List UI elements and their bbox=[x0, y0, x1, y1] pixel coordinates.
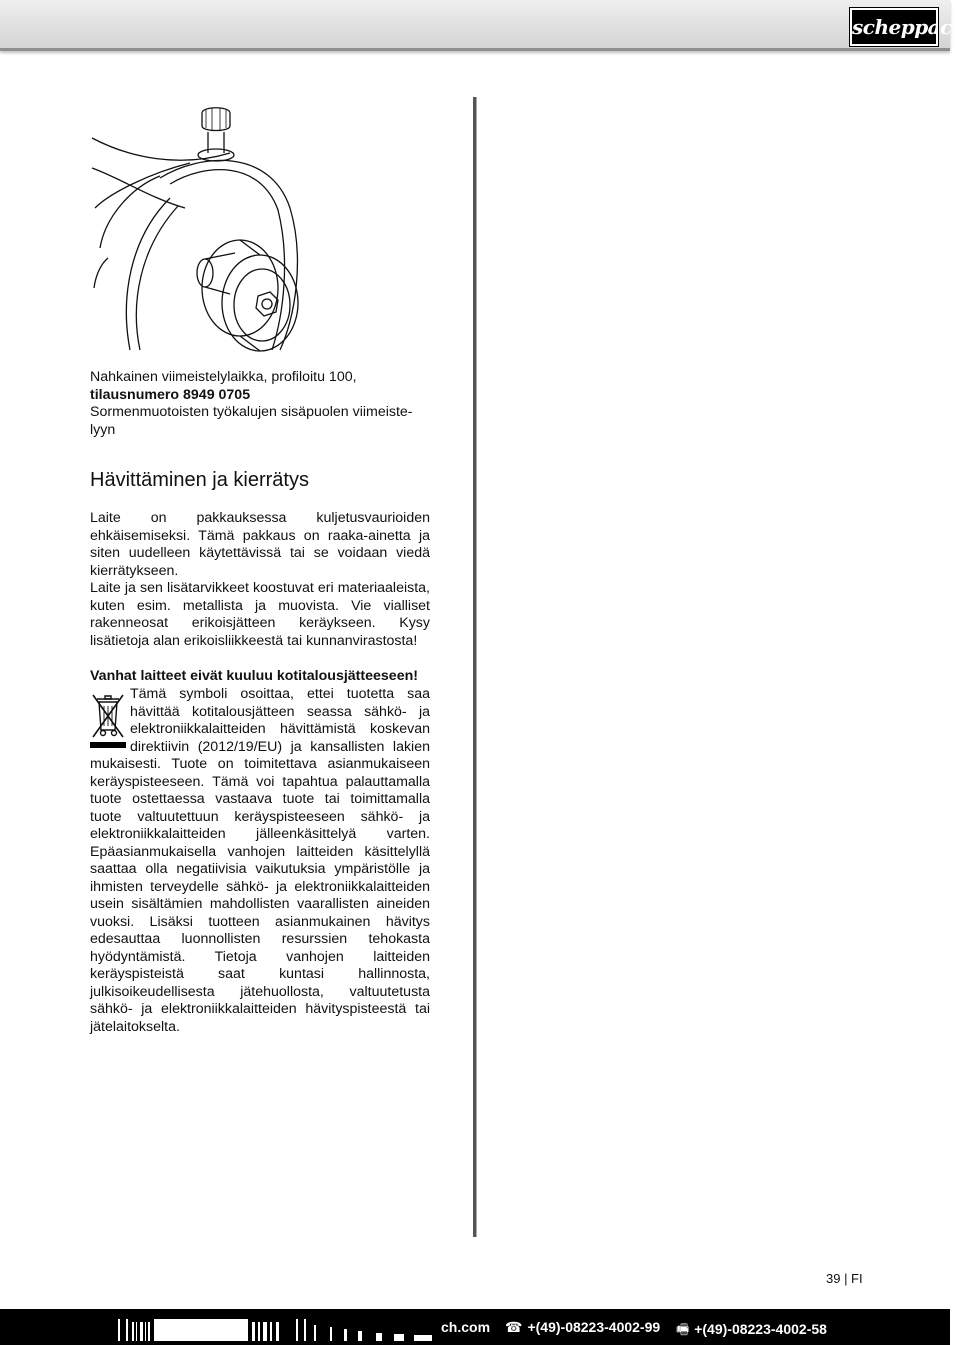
section-heading: Hävittäminen ja kierrätys bbox=[90, 469, 309, 491]
accessory-description bbox=[90, 369, 430, 439]
accessory-name: Nahkainen viimeistelylaikka, profiloitu 100, bbox=[90, 369, 357, 385]
footer-barcode-graphic bbox=[118, 1319, 478, 1341]
packaging-paragraph: Laite on pakkauksessa kuljetusvaurioiden ehkäisemiseksi. Tämä pakkaus on raaka-ainetta ja siten uudelleen käytettävissä tai se voidaan viedä kierrätykseen. bbox=[90, 510, 430, 579]
page-header-bar bbox=[0, 0, 966, 51]
fax-icon: 🖷 bbox=[676, 1321, 690, 1337]
materials-paragraph: Laite ja sen lisätarvikkeet koostuvat eri materiaaleista, kuten esim. metallista ja muovista. Vie vialliset rakenneosat erikoisjätteen keräykseen. Kysy lisätietoja alan erikoisliikkeestä tai kunnanvirastosta! bbox=[90, 580, 430, 649]
footer-phone-number: +(49)-08223-4002-99 bbox=[527, 1319, 661, 1335]
scheppach-logo: scheppach bbox=[850, 8, 938, 46]
page-footer bbox=[0, 1309, 950, 1345]
footer-fax-number: +(49)-08223-4002-58 bbox=[694, 1321, 827, 1337]
weee-paragraph: Tämä symboli osoittaa, ettei tuotetta saa hävittää kotitalousjätteen seassa sähkö- ja elektroniikkalaitteiden hävittämistä koskevan direktiivin (2012/19/EU) ja kansallisten lakien mukaisesti. Tuote on toimitettava asianmukaiseen keräyspisteeseen. Tämä voi tapahtua palauttamalla tuote ostettaessa vastaava tuote tai toimittamalla tuote valtuutettuun keräyspisteeseen sähkö- ja elektroniikkalaitteiden jälleenkäsittelyä varten. Epäasianmukaisella vanhojen laitteiden käsittelyllä saattaa olla negatiivisia vaikutuksia ympäristölle ja ihmisten terveydelle sähkö- ja elektroniikkalaitteiden usein sisältämien mahdollisten vaarallisten aineiden vuoksi. Lisäksi tuotteen asianmukainen hävitys edesauttaa luonnollisten resurssien tehokasta hyödyntämistä. Tietoja vanhojen laitteiden keräyspisteistä saat kuntasi hallinnosta, julkisoikeudellisesta jätehuollosta, valtuutetusta sähkö- ja elektroniikkalaitteiden hävityspisteestä tai jätelaitokselta. bbox=[90, 686, 430, 1035]
weee-section bbox=[90, 686, 430, 1036]
footer-fax bbox=[676, 1319, 827, 1343]
crossed-out-bin-icon bbox=[90, 686, 126, 752]
footer-phone bbox=[505, 1319, 660, 1336]
grinding-wheel-illustration bbox=[90, 98, 310, 350]
weee-heading: Vanhat laitteet eivät kuuluu kotitalousjätteeseen! bbox=[90, 668, 418, 684]
footer-website[interactable]: ch.com bbox=[441, 1319, 491, 1335]
accessory-order-number: tilausnumero 8949 0705 bbox=[90, 386, 251, 403]
phone-icon: ☎ bbox=[505, 1319, 523, 1335]
page-number: 39 | FI bbox=[826, 1271, 863, 1286]
accessory-usage: Sormenmuotoisten työkalujen sisäpuolen viimeiste-lyyn bbox=[90, 404, 413, 438]
recycling-text bbox=[90, 510, 430, 650]
column-divider bbox=[473, 97, 477, 1237]
